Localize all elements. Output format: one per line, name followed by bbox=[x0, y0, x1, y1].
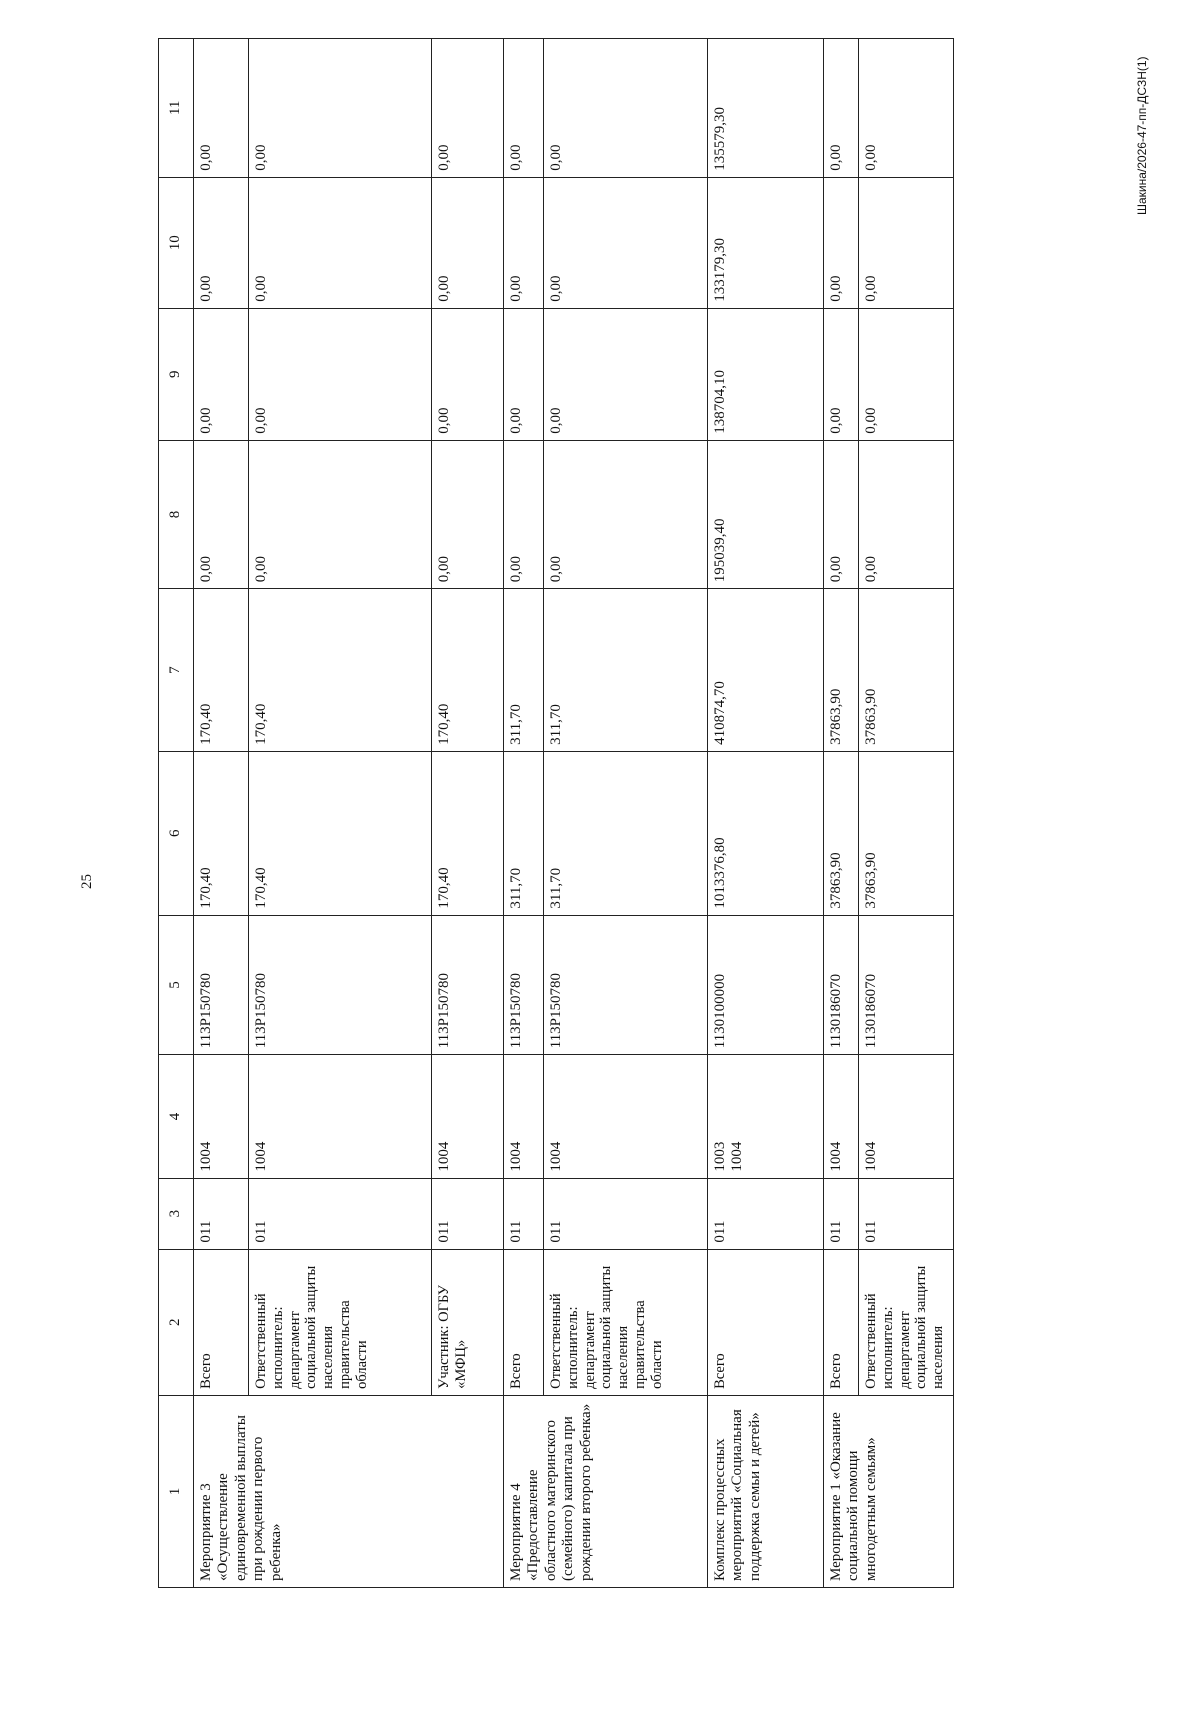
cell-csr: 113Р150780 bbox=[544, 915, 708, 1055]
cell-2025: 37863,90 bbox=[824, 589, 859, 752]
measure-label: Мероприятие 4 «Предоставление областного материнского (семейного) капитала при рождении второго ребенка» bbox=[504, 1395, 708, 1587]
cell-2029: 0,00 bbox=[249, 39, 432, 178]
cell-2026: 0,00 bbox=[859, 440, 954, 588]
cell-2028: 0,00 bbox=[824, 177, 859, 308]
cell-total: 311,70 bbox=[504, 751, 544, 915]
rotated-table-container bbox=[158, 38, 1133, 1588]
document-code: Шакина/2026-47-пп-ДСЗН(1) bbox=[1135, 56, 1149, 215]
cell-2028: 0,00 bbox=[249, 177, 432, 308]
cell-rzpr: 1004 bbox=[249, 1055, 432, 1178]
cell-2026: 195039,40 bbox=[708, 440, 824, 588]
cell-total: 170,40 bbox=[432, 751, 504, 915]
cell-2028: 0,00 bbox=[432, 177, 504, 308]
cell-2026: 0,00 bbox=[544, 440, 708, 588]
row-kind: Всего bbox=[504, 1249, 544, 1395]
col-header-3: 3 bbox=[159, 1178, 194, 1249]
table-row bbox=[249, 39, 432, 1588]
row-kind: Участник: ОГБУ «МФЦ» bbox=[432, 1249, 504, 1395]
cell-2026: 0,00 bbox=[504, 440, 544, 588]
col-header-4: 4 bbox=[159, 1055, 194, 1178]
table-row bbox=[432, 39, 504, 1588]
measure-label: Мероприятие 3 «Осуществление единовременной выплаты при рождении первого ребенка» bbox=[194, 1395, 504, 1587]
cell-2028: 0,00 bbox=[544, 177, 708, 308]
complex-label: Комплекс процессных мероприятий «Социальная поддержка семьи и детей» bbox=[708, 1395, 824, 1587]
cell-csr: 113Р150780 bbox=[194, 915, 249, 1055]
header-row bbox=[159, 39, 194, 1588]
table-row bbox=[824, 39, 859, 1588]
cell-2029: 0,00 bbox=[504, 39, 544, 178]
cell-2025: 311,70 bbox=[544, 589, 708, 752]
cell-total: 37863,90 bbox=[859, 751, 954, 915]
cell-csr: 1130100000 bbox=[708, 915, 824, 1055]
cell-total: 170,40 bbox=[249, 751, 432, 915]
cell-grbs: 011 bbox=[432, 1178, 504, 1249]
row-kind: Ответственный исполнитель: департамент социальной защиты населения правительства области bbox=[544, 1249, 708, 1395]
cell-grbs: 011 bbox=[194, 1178, 249, 1249]
col-header-10: 10 bbox=[159, 177, 194, 308]
cell-2027: 0,00 bbox=[504, 308, 544, 440]
col-header-6: 6 bbox=[159, 751, 194, 915]
cell-grbs: 011 bbox=[824, 1178, 859, 1249]
row-kind: Всего bbox=[824, 1249, 859, 1395]
cell-total: 37863,90 bbox=[824, 751, 859, 915]
row-kind: Ответственный исполнитель: департамент социальной защиты населения правительства области bbox=[249, 1249, 432, 1395]
cell-2025: 311,70 bbox=[504, 589, 544, 752]
cell-csr: 113Р150780 bbox=[432, 915, 504, 1055]
cell-2026: 0,00 bbox=[249, 440, 432, 588]
col-header-2: 2 bbox=[159, 1249, 194, 1395]
budget-table bbox=[158, 38, 954, 1588]
cell-rzpr: 1004 bbox=[544, 1055, 708, 1178]
table-body bbox=[194, 39, 954, 1588]
cell-2025: 170,40 bbox=[432, 589, 504, 752]
cell-2027: 0,00 bbox=[544, 308, 708, 440]
cell-2027: 0,00 bbox=[859, 308, 954, 440]
cell-rzpr bbox=[708, 1055, 824, 1178]
cell-2027: 0,00 bbox=[432, 308, 504, 440]
cell-total: 170,40 bbox=[194, 751, 249, 915]
cell-rzpr: 1004 bbox=[194, 1055, 249, 1178]
cell-total: 1013376,80 bbox=[708, 751, 824, 915]
table-row bbox=[194, 39, 249, 1588]
cell-2028: 0,00 bbox=[194, 177, 249, 308]
rzpr-code: 1004 bbox=[729, 1141, 746, 1172]
cell-2026: 0,00 bbox=[432, 440, 504, 588]
cell-rzpr: 1004 bbox=[824, 1055, 859, 1178]
cell-rzpr: 1004 bbox=[432, 1055, 504, 1178]
row-kind: Ответственный исполнитель: департамент социальной защиты населения bbox=[859, 1249, 954, 1395]
cell-2026: 0,00 bbox=[194, 440, 249, 588]
cell-grbs: 011 bbox=[249, 1178, 432, 1249]
cell-grbs: 011 bbox=[544, 1178, 708, 1249]
cell-2029: 0,00 bbox=[824, 39, 859, 178]
cell-csr: 1130186070 bbox=[824, 915, 859, 1055]
cell-2029: 0,00 bbox=[544, 39, 708, 178]
col-header-1: 1 bbox=[159, 1395, 194, 1587]
cell-2025: 170,40 bbox=[249, 589, 432, 752]
cell-2025: 170,40 bbox=[194, 589, 249, 752]
cell-2025: 410874,70 bbox=[708, 589, 824, 752]
col-header-9: 9 bbox=[159, 308, 194, 440]
cell-2027: 138704,10 bbox=[708, 308, 824, 440]
table-row bbox=[708, 39, 824, 1588]
cell-2027: 0,00 bbox=[249, 308, 432, 440]
col-header-11: 11 bbox=[159, 39, 194, 178]
cell-2029: 0,00 bbox=[194, 39, 249, 178]
rzpr-code: 1003 bbox=[712, 1141, 728, 1172]
col-header-5: 5 bbox=[159, 915, 194, 1055]
cell-grbs: 011 bbox=[504, 1178, 544, 1249]
cell-csr: 1130186070 bbox=[859, 915, 954, 1055]
cell-csr: 113Р150780 bbox=[504, 915, 544, 1055]
col-header-8: 8 bbox=[159, 440, 194, 588]
table-row bbox=[544, 39, 708, 1588]
table-row bbox=[859, 39, 954, 1588]
row-kind: Всего bbox=[194, 1249, 249, 1395]
cell-2025: 37863,90 bbox=[859, 589, 954, 752]
measure-label: Мероприятие 1 «Оказание социальной помощи многодетным семьям» bbox=[824, 1395, 954, 1587]
cell-grbs: 011 bbox=[859, 1178, 954, 1249]
cell-2028: 0,00 bbox=[504, 177, 544, 308]
cell-total: 311,70 bbox=[544, 751, 708, 915]
page-number: 25 bbox=[79, 874, 95, 889]
cell-2026: 0,00 bbox=[824, 440, 859, 588]
cell-rzpr: 1004 bbox=[859, 1055, 954, 1178]
cell-grbs: 011 bbox=[708, 1178, 824, 1249]
cell-rzpr: 1004 bbox=[504, 1055, 544, 1178]
cell-2029: 135579,30 bbox=[708, 39, 824, 178]
cell-2029: 0,00 bbox=[859, 39, 954, 178]
row-kind: Всего bbox=[708, 1249, 824, 1395]
cell-2028: 133179,30 bbox=[708, 177, 824, 308]
cell-2027: 0,00 bbox=[824, 308, 859, 440]
cell-csr: 113Р150780 bbox=[249, 915, 432, 1055]
table-row bbox=[504, 39, 544, 1588]
cell-2028: 0,00 bbox=[859, 177, 954, 308]
cell-2029: 0,00 bbox=[432, 39, 504, 178]
col-header-7: 7 bbox=[159, 589, 194, 752]
cell-2027: 0,00 bbox=[194, 308, 249, 440]
